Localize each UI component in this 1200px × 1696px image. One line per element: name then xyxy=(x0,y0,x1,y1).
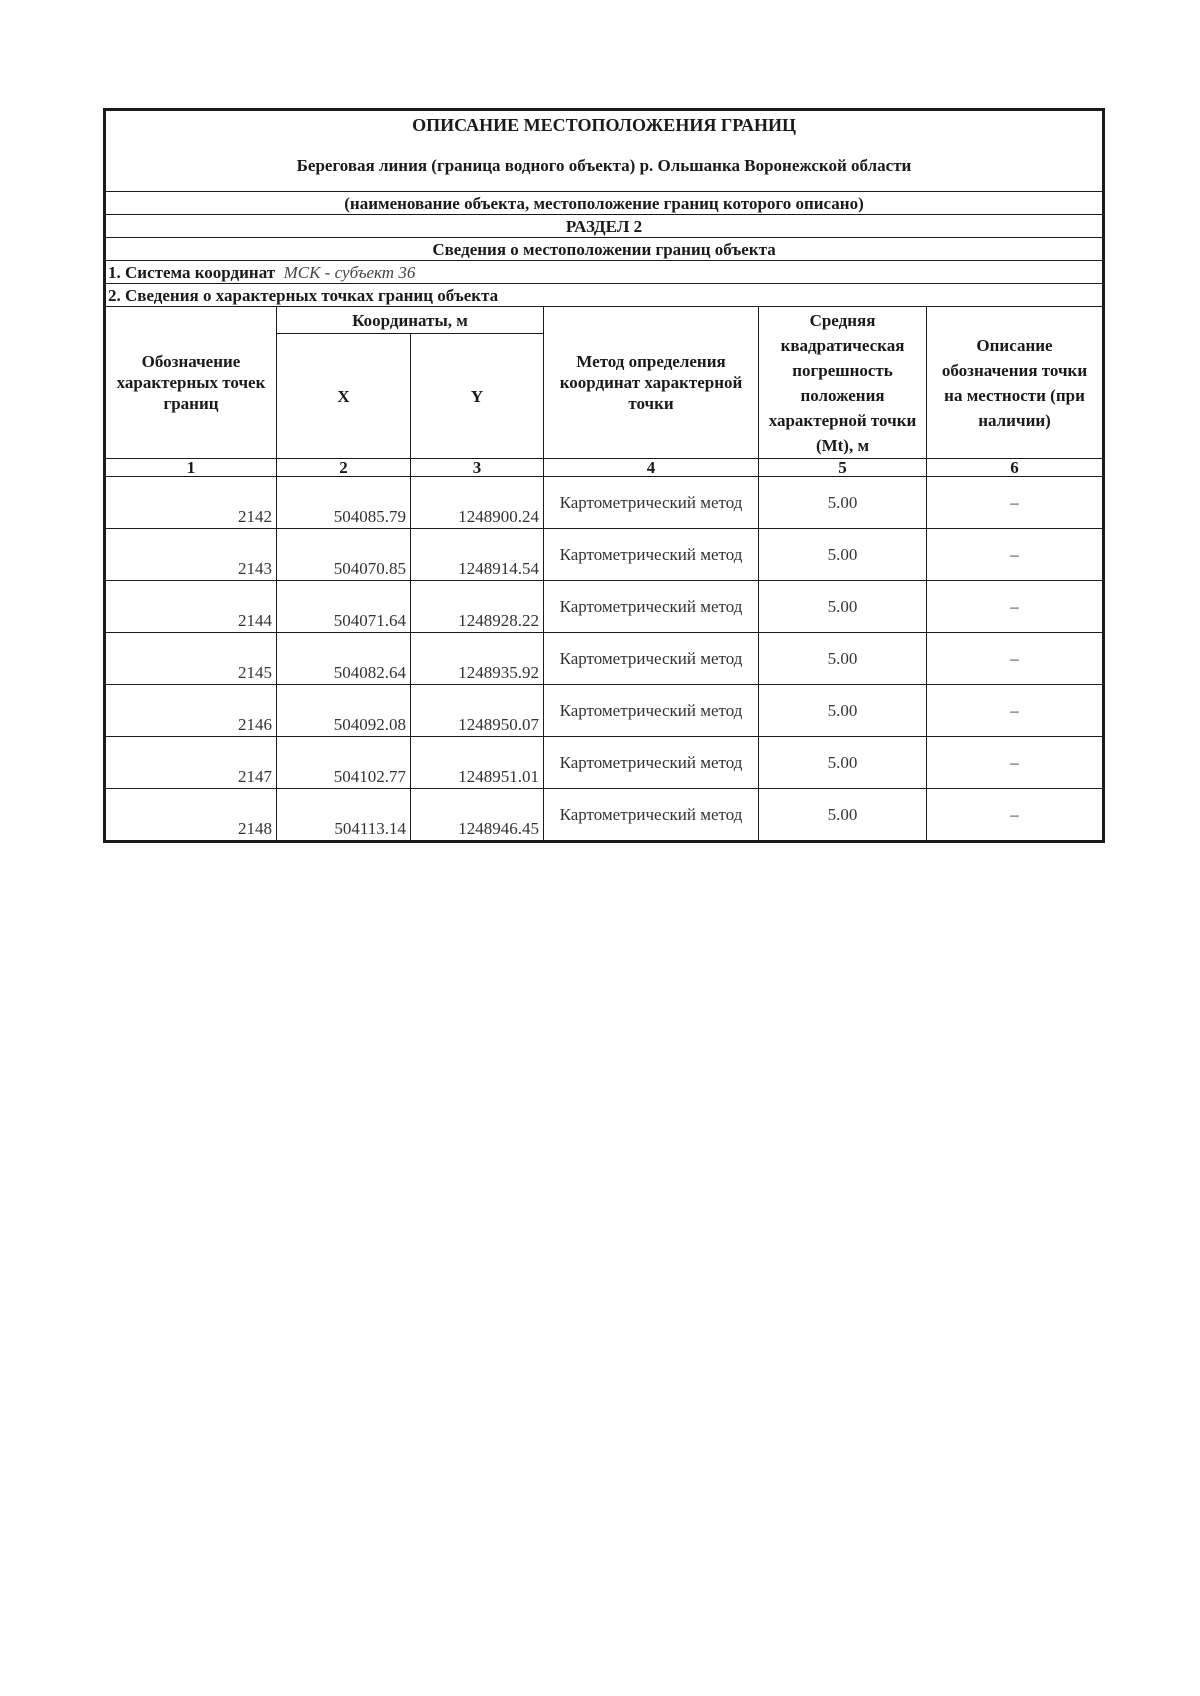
x-coordinate: 504113.14 xyxy=(277,789,411,842)
table-row xyxy=(105,581,1104,633)
point-description: – xyxy=(927,633,1104,685)
table-row xyxy=(105,737,1104,789)
point-description: – xyxy=(927,737,1104,789)
point-id: 2143 xyxy=(105,529,277,581)
column-number: 3 xyxy=(411,459,544,477)
method: Картометрический метод xyxy=(544,529,759,581)
boundary-table xyxy=(103,108,1105,843)
point-id: 2142 xyxy=(105,477,277,529)
column-number: 1 xyxy=(105,459,277,477)
header-point: Обозначение характерных точек границ xyxy=(105,307,277,459)
document-title: ОПИСАНИЕ МЕСТОПОЛОЖЕНИЯ ГРАНИЦ xyxy=(105,110,1104,140)
error-value: 5.00 xyxy=(759,581,927,633)
point-description: – xyxy=(927,685,1104,737)
x-coordinate: 504102.77 xyxy=(277,737,411,789)
x-coordinate: 504092.08 xyxy=(277,685,411,737)
section-title-row xyxy=(105,238,1104,261)
point-description: – xyxy=(927,477,1104,529)
table-row xyxy=(105,477,1104,529)
method: Картометрический метод xyxy=(544,477,759,529)
y-coordinate: 1248900.24 xyxy=(411,477,544,529)
method: Картометрический метод xyxy=(544,789,759,842)
column-number-row xyxy=(105,459,1104,477)
title-row xyxy=(105,110,1104,140)
header-row-1 xyxy=(105,307,1104,334)
column-number: 2 xyxy=(277,459,411,477)
method: Картометрический метод xyxy=(544,685,759,737)
section-title: Сведения о местоположении границ объекта xyxy=(105,238,1104,261)
point-description: – xyxy=(927,789,1104,842)
point-id: 2148 xyxy=(105,789,277,842)
points-section-row xyxy=(105,284,1104,307)
error-value: 5.00 xyxy=(759,737,927,789)
section-row xyxy=(105,215,1104,238)
section-number: РАЗДЕЛ 2 xyxy=(105,215,1104,238)
boundary-description-document xyxy=(103,108,1102,843)
table-row xyxy=(105,633,1104,685)
header-coords: Координаты, м xyxy=(277,307,544,334)
object-caption-row xyxy=(105,192,1104,215)
y-coordinate: 1248951.01 xyxy=(411,737,544,789)
column-number: 5 xyxy=(759,459,927,477)
object-caption: (наименование объекта, местоположение границ которого описано) xyxy=(105,192,1104,215)
object-name: Береговая линия (граница водного объекта) р. Ольшанка Воронежской области xyxy=(105,139,1104,192)
point-id: 2144 xyxy=(105,581,277,633)
y-coordinate: 1248914.54 xyxy=(411,529,544,581)
points-section-label: 2. Сведения о характерных точках границ объекта xyxy=(105,284,1104,307)
error-value: 5.00 xyxy=(759,789,927,842)
error-value: 5.00 xyxy=(759,529,927,581)
table-row xyxy=(105,789,1104,842)
table-row xyxy=(105,685,1104,737)
object-name-row xyxy=(105,139,1104,192)
point-id: 2147 xyxy=(105,737,277,789)
y-coordinate: 1248928.22 xyxy=(411,581,544,633)
method: Картометрический метод xyxy=(544,737,759,789)
x-coordinate: 504070.85 xyxy=(277,529,411,581)
header-method: Метод определения координат характерной точки xyxy=(544,307,759,459)
coord-system-row xyxy=(105,261,1104,284)
column-number: 6 xyxy=(927,459,1104,477)
point-description: – xyxy=(927,581,1104,633)
error-value: 5.00 xyxy=(759,685,927,737)
x-coordinate: 504082.64 xyxy=(277,633,411,685)
coord-system xyxy=(105,261,1104,284)
header-y: Y xyxy=(411,334,544,459)
y-coordinate: 1248950.07 xyxy=(411,685,544,737)
method: Картометрический метод xyxy=(544,581,759,633)
table-row xyxy=(105,529,1104,581)
point-id: 2145 xyxy=(105,633,277,685)
x-coordinate: 504071.64 xyxy=(277,581,411,633)
column-number: 4 xyxy=(544,459,759,477)
error-value: 5.00 xyxy=(759,633,927,685)
point-id: 2146 xyxy=(105,685,277,737)
header-description: Описание обозначения точки на местности (при наличии) xyxy=(927,307,1104,459)
x-coordinate: 504085.79 xyxy=(277,477,411,529)
point-description: – xyxy=(927,529,1104,581)
coord-system-label: 1. Система координат xyxy=(108,262,276,282)
header-x: X xyxy=(277,334,411,459)
y-coordinate: 1248935.92 xyxy=(411,633,544,685)
coord-system-value: МСК - субъект 36 xyxy=(283,262,416,282)
header-error: Средняя квадратическая погрешность положения характерной точки (Mt), м xyxy=(759,307,927,459)
error-value: 5.00 xyxy=(759,477,927,529)
method: Картометрический метод xyxy=(544,633,759,685)
y-coordinate: 1248946.45 xyxy=(411,789,544,842)
